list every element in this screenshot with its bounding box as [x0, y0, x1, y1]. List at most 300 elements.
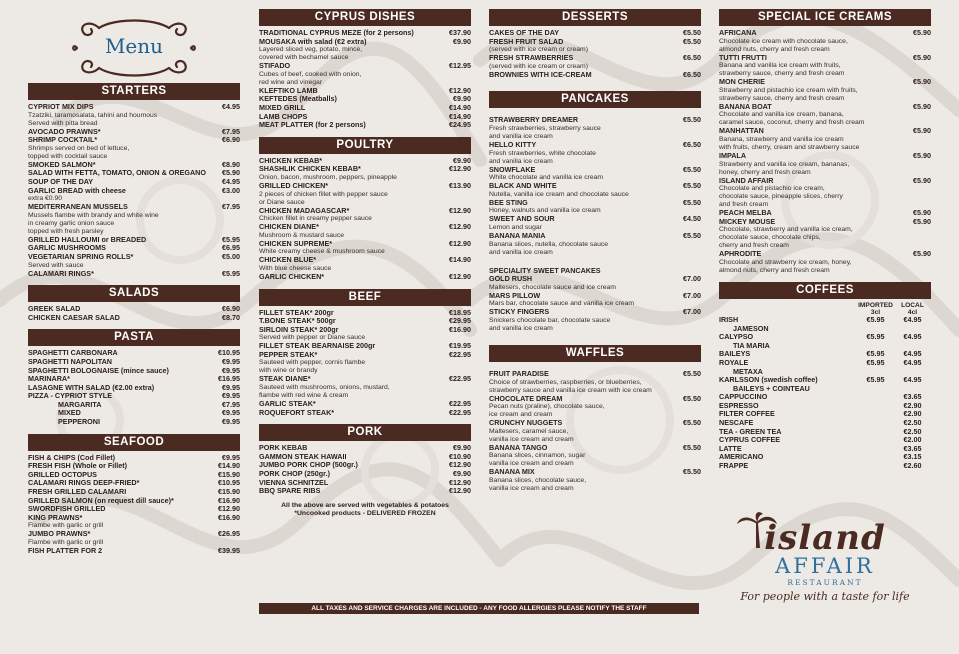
menu-item-price: €7.95 — [222, 126, 240, 136]
menu-item-price: €5.50 — [683, 418, 701, 428]
menu-item-name: SPAGHETTI BOLOGNAISE (mince sauce) — [28, 365, 169, 375]
coffee-item-name: FILTER COFFEE — [719, 409, 775, 419]
coffee-imported-price: €5.95 — [866, 357, 885, 367]
menu-item — [28, 530, 240, 539]
item-description: and vanilla ice cream — [489, 324, 553, 332]
item-description: honey, cherry and fresh cream — [719, 168, 811, 176]
menu-item — [719, 78, 931, 87]
menu-item-price: €3.00 — [222, 185, 240, 195]
menu-item-price: €7.95 — [222, 399, 240, 409]
menu-item-price: €5.50 — [683, 197, 701, 207]
coffee-local-price: €4.95 — [903, 349, 922, 359]
menu-item-name: BANANA MANIA — [489, 230, 546, 240]
column-3 — [489, 6, 701, 493]
menu-item — [719, 152, 931, 161]
menu-item-name: CALAMARI RINGS* — [28, 268, 94, 278]
item-description: Fresh strawberries, strawberry sauce — [489, 124, 601, 132]
menu-item-price: €22.95 — [449, 349, 471, 359]
coffee-imported-price — [857, 428, 894, 437]
item-description: chocolate sauce, pineapple slices, cherry — [719, 193, 843, 201]
menu-item-price: €14.90 — [449, 111, 471, 121]
menu-item-price: €9.95 — [222, 356, 240, 366]
menu-item-price: €22.95 — [449, 407, 471, 417]
salads-header: SALADS — [28, 285, 240, 302]
coffee-imported-price: €5.95 — [866, 314, 885, 324]
menu-item-name: CHICKEN DIANE* — [259, 222, 319, 232]
menu-item — [489, 215, 701, 224]
menu-item-price: €10.90 — [449, 451, 471, 461]
item-description: ice cream and cream — [489, 411, 553, 419]
item-description: almond nuts, cherry and fresh cream — [719, 45, 830, 53]
menu-item-name: HELLO KITTY — [489, 139, 537, 149]
menu-item-price: €6.50 — [683, 139, 701, 149]
menu-item-name: VEGETARIAN SPRING ROLLS* — [28, 251, 134, 261]
coffee-local-price: €2.50 — [903, 426, 922, 436]
menu-item-name: SMOKED SALMON* — [28, 159, 96, 169]
menu-item-name: LASAGNE WITH SALAD (€2.00 extra) — [28, 382, 155, 392]
menu-item-name: FRUIT PARADISE — [489, 368, 549, 378]
menu-item — [489, 308, 701, 317]
menu-item-name: JUMBO PORK CHOP (500gr.) — [259, 460, 358, 470]
menu-item-price: €14.90 — [449, 102, 471, 112]
menu-item-name: GARLIC BREAD with cheese — [28, 185, 126, 195]
menu-item-name: SNOWFLAKE — [489, 164, 536, 174]
item-description: Pecan nuts (praline), chocolate sauce, — [489, 403, 605, 411]
coffee-local-price: €3.15 — [903, 452, 922, 462]
menu-item-name: GARLIC CHICKEN* — [259, 271, 325, 281]
item-description: Chicken fillet in creamy pepper sauce — [259, 215, 372, 223]
coffee-imported-price — [857, 453, 894, 462]
item-description: Lemon and sugar — [489, 223, 542, 231]
coffee-local-price: €4.95 — [903, 332, 922, 342]
menu-item-name: CALAMARI RINGS DEEP-FRIED* — [28, 478, 140, 488]
item-description: Nutella, vanilla ice cream and chocolate sauce — [489, 190, 629, 198]
item-description: Chocolate and pistachio ice cream, — [719, 185, 825, 193]
coffee-imported-price — [857, 419, 894, 428]
menu-item-name: BANANA MIX — [489, 467, 535, 477]
menu-item-price: €16.90 — [449, 324, 471, 334]
menu-item-price: €6.90 — [222, 135, 240, 145]
coffee-local-price: €4.95 — [903, 314, 922, 324]
menu-item-price: €9.95 — [222, 391, 240, 401]
item-description: vanilla ice cream and cream — [489, 484, 574, 492]
menu-item-price: €5.50 — [683, 28, 701, 37]
coffee-local-price: €4.95 — [903, 375, 922, 385]
menu-item-price: €6.95 — [222, 243, 240, 253]
menu-item-name: FRESH FRUIT SALAD — [489, 36, 564, 46]
beef-list — [259, 309, 471, 418]
menu-item-price: €5.95 — [222, 234, 240, 244]
menu-item-price: €16.90 — [218, 512, 240, 522]
item-description: Honey, walnuts and vanilla ice cream — [489, 207, 601, 215]
coffee-item-name: CAPPUCCINO — [719, 392, 768, 402]
menu-item-name: GRILLED SALMON (on request dill sauce)* — [28, 495, 174, 505]
menu-item-name: GRILLED OCTOPUS — [28, 469, 97, 479]
speciality-pancakes-list — [489, 275, 701, 333]
menu-item — [259, 487, 471, 496]
menu-item-name: GRILLED HALLOUMI or BREADED — [28, 234, 147, 244]
menu-item-name: MIXED — [58, 408, 81, 418]
menu-item — [259, 38, 471, 47]
menu-item — [28, 270, 240, 279]
menu-item-price: €12.90 — [449, 164, 471, 174]
coffee-item-name: LATTE — [719, 443, 742, 453]
coffee-local-price: €2.60 — [903, 461, 922, 471]
menu-item-name: MON CHERIE — [719, 77, 765, 87]
item-description: extra €0.90 — [28, 195, 63, 203]
item-description: Chocolate, strawberry and vanilla ice cream, — [719, 226, 853, 234]
palm-tree-icon — [737, 512, 777, 548]
coffee-local-price: €2.90 — [903, 400, 922, 410]
item-description: covered with bechamel sauce — [259, 54, 349, 62]
item-description: Served with sauce — [28, 261, 84, 269]
coffee-imported-price — [857, 385, 894, 394]
menu-item-price: €5.90 — [913, 77, 931, 87]
coffee-local-price: €3.65 — [903, 443, 922, 453]
menu-item-name: SWEET AND SOUR — [489, 214, 555, 224]
coffee-imported-price — [857, 402, 894, 411]
logo-island-word: island — [764, 518, 886, 558]
menu-item-price: €5.95 — [222, 268, 240, 278]
menu-item — [259, 207, 471, 216]
menu-item-name: GAMMON STEAK HAWAII — [259, 451, 347, 461]
item-description: Choice of strawberries, raspberries, or blueberries, — [489, 378, 642, 386]
menu-item-price: €9.90 — [453, 36, 471, 46]
menu-item-name: TRADITIONAL CYPRUS MEZE (for 2 persons) — [259, 28, 414, 37]
coffee-imported-price — [857, 462, 894, 471]
menu-item-price: €9.95 — [222, 382, 240, 392]
item-description: in creamy garlic onion sauce — [28, 219, 115, 227]
item-description: Fresh strawberries, white chocolate — [489, 149, 596, 157]
menu-item-name: PORK CHOP (250gr.) — [259, 469, 330, 479]
menu-item-name: MEAT PLATTER (for 2 persons) — [259, 120, 366, 130]
pancakes-header: PANCAKES — [489, 91, 701, 108]
logo-tagline: For people with a taste for life — [740, 590, 910, 603]
menu-item-name: AVOCADO PRAWNS* — [28, 126, 101, 136]
item-description: With blue cheese sauce — [259, 264, 332, 272]
menu-item-price: €9.95 — [222, 452, 240, 462]
item-description: Chocolate ice cream with chocolate sauce, — [719, 37, 848, 45]
coffee-item-name: CYPRUS COFFEE — [719, 435, 781, 445]
coffee-item-name: FRAPPE — [719, 461, 749, 471]
ice-creams-list — [719, 29, 931, 275]
menu-item-price: €12.90 — [449, 477, 471, 487]
menu-item — [489, 444, 701, 453]
poultry-list — [259, 157, 471, 282]
menu-item — [489, 166, 701, 175]
starters-header: STARTERS — [28, 83, 240, 100]
seafood-list — [28, 454, 240, 556]
item-description: White creamy cheese & mushroom sauce — [259, 248, 385, 256]
menu-item — [719, 127, 931, 136]
menu-item-name: CHICKEN MADAGASCAR* — [259, 205, 350, 215]
menu-item-price: €12.90 — [218, 504, 240, 514]
menu-item-price: €7.00 — [683, 307, 701, 317]
pasta-list — [28, 349, 240, 426]
menu-item — [259, 375, 471, 384]
item-description: (served with ice cream or cream) — [489, 62, 588, 70]
menu-item-name: CHICKEN BLUE* — [259, 255, 317, 265]
menu-item-name: FILLET STEAK BEARNAISE 200gr — [259, 341, 376, 351]
menu-item-price: €37.90 — [449, 28, 471, 37]
coffee-item-name: NESCAFE — [719, 418, 754, 428]
coffees-list — [719, 316, 931, 471]
item-description: with wine or brandy — [259, 367, 318, 375]
menu-item-price: €9.90 — [453, 443, 471, 453]
menu-item-name: MIXED GRILL — [259, 102, 306, 112]
item-description: Strawberry and pistachio ice cream with fruits, — [719, 86, 858, 94]
menu-item-name: STIFADO — [259, 61, 291, 71]
menu-item-price: €26.95 — [218, 529, 240, 539]
item-description: Layered sliced veg, potato, mince, — [259, 46, 363, 54]
menu-item — [489, 54, 701, 63]
item-description: almond nuts, cherry and fresh cream — [719, 266, 830, 274]
item-description: Banana slices, nutella, chocolate sauce — [489, 240, 609, 248]
served-with-note: All the above are served with vegetables & potatoes — [281, 501, 449, 509]
menu-item-price: €12.90 — [449, 271, 471, 281]
menu-item-name: CAKES OF THE DAY — [489, 28, 560, 37]
pancakes-list — [489, 116, 701, 256]
menu-item-name: ROQUEFORT STEAK* — [259, 407, 335, 417]
menu-item-price: €5.90 — [913, 208, 931, 218]
menu-item-name: MICKEY MOUSE — [719, 216, 776, 226]
menu-item-name: JUMBO PRAWNS* — [28, 529, 91, 539]
poultry-header: POULTRY — [259, 137, 471, 154]
item-description: Sauteed with pepper, cornis flambe — [259, 359, 366, 367]
menu-item — [259, 409, 471, 418]
menu-item-name: SHASHLIK CHICKEN KEBAB* — [259, 164, 361, 174]
item-description: Chocolate and strawberry ice cream, honey, — [719, 258, 852, 266]
menu-item-name: BEE STING — [489, 197, 528, 207]
menu-item-name: STEAK DIANE* — [259, 374, 311, 384]
coffee-item — [719, 342, 931, 351]
coffee-imported-price — [857, 436, 894, 445]
frozen-note: *Uncooked products - DELIVERED FROZEN — [294, 509, 436, 517]
item-description: 2 pieces of chicken fillet with pepper sauce — [259, 190, 388, 198]
item-description: chocolate sauce, chocolate chips, — [719, 234, 821, 242]
menu-item — [489, 370, 701, 379]
menu-item — [489, 141, 701, 150]
menu-item-name: SHRIMP COCKTAIL* — [28, 135, 98, 145]
menu-item-name: T.BONE STEAK* 500gr — [259, 316, 336, 326]
seafood-header: SEAFOOD — [28, 434, 240, 451]
footer-notice: ALL TAXES AND SERVICE CHARGES ARE INCLUDED - ANY FOOD ALLERGIES PLEASE NOTIFY THE STAFF — [259, 603, 699, 614]
menu-item-price: €12.90 — [449, 238, 471, 248]
menu-item — [489, 395, 701, 404]
menu-item-price: €5.90 — [913, 52, 931, 62]
menu-item-name: CYPRIOT MIX DIPS — [28, 102, 94, 111]
desserts-list — [489, 29, 701, 79]
beef-header: BEEF — [259, 289, 471, 306]
menu-item-price: €5.90 — [913, 126, 931, 136]
pasta-header: PASTA — [28, 329, 240, 346]
menu-item-price: €14.90 — [218, 461, 240, 471]
menu-item — [489, 468, 701, 477]
item-description: Onion, bacon, mushroom, peppers, pineapple — [259, 173, 397, 181]
column-1 — [28, 10, 240, 556]
menu-item-price: €5.90 — [913, 175, 931, 185]
menu-item — [489, 116, 701, 125]
item-description: Flambe with garlic or grill — [28, 539, 104, 546]
menu-item-name: KING PRAWNS* — [28, 512, 83, 522]
coffee-item — [719, 436, 931, 445]
menu-item-price: €5.50 — [683, 393, 701, 403]
menu-item-name: FRESH FISH (Whole or Fillet) — [28, 461, 128, 471]
menu-item — [719, 177, 931, 186]
menu-item-name: SOUP OF THE DAY — [28, 176, 94, 186]
menu-item-price: €5.90 — [913, 249, 931, 259]
coffee-item-name: JAMESON — [733, 323, 769, 333]
menu-item-price: €4.95 — [222, 102, 240, 111]
menu-item-price: €13.90 — [449, 180, 471, 190]
item-description: vanilla ice cream and cream — [489, 435, 574, 443]
menu-item-name: GRILLED CHICKEN* — [259, 180, 329, 190]
menu-item-name: PIZZA - CYPRIOT STYLE — [28, 391, 112, 401]
item-description: flambe with red wine & cream — [259, 392, 349, 400]
menu-item — [489, 232, 701, 241]
item-description: and vanilla ice cream — [489, 132, 553, 140]
menu-item-price: €5.50 — [683, 181, 701, 191]
item-description: Maltesers, caramel sauce, — [489, 427, 569, 435]
menu-item — [259, 326, 471, 335]
item-description: Shrimps served on bed of lettuce, — [28, 144, 130, 152]
menu-item-name: FISH & CHIPS (Cod Fillet) — [28, 452, 116, 462]
coffee-item-name: CALYPSO — [719, 332, 754, 342]
item-description: Banana slices, chocolate sauce, — [489, 476, 587, 484]
coffees-header: COFFEES — [719, 282, 931, 299]
speciality-pancakes-title: SPECIALITY SWEET PANCAKES — [489, 265, 601, 275]
item-description: Banana slices, cinnamon, sugar — [489, 452, 586, 460]
menu-item-name: BBQ SPARE RIBS — [259, 486, 321, 496]
pork-header: PORK — [259, 424, 471, 441]
coffee-item-name: TEA - GREEN TEA — [719, 426, 782, 436]
menu-item-name: SIRLOIN STEAK* 200gr — [259, 324, 339, 334]
menu-item-price: €6.90 — [222, 304, 240, 314]
menu-item-price: €9.90 — [453, 155, 471, 165]
item-description: strawberry sauce, cherry and fresh cream — [719, 94, 845, 102]
menu-item-price: €8.70 — [222, 312, 240, 322]
coffee-local-price: €4.95 — [903, 357, 922, 367]
menu-item-name: GREEK SALAD — [28, 304, 81, 314]
menu-item-name: MARS PILLOW — [489, 290, 541, 300]
menu-item — [489, 419, 701, 428]
menu-item — [489, 292, 701, 301]
menu-item-name: IMPALA — [719, 150, 747, 160]
menu-item — [259, 62, 471, 71]
menu-item — [28, 547, 240, 556]
menu-item-name: LAMB CHOPS — [259, 111, 308, 121]
menu-item-name: PEPPERONI — [58, 417, 100, 427]
menu-item-price: €22.95 — [449, 374, 471, 384]
menu-item-name: MARINARA* — [28, 374, 70, 384]
menu-item — [719, 29, 931, 38]
menu-item-name: STICKY FINGERS — [489, 307, 550, 317]
menu-item-name: BANANA TANGO — [489, 442, 548, 452]
menu-item-price: €12.90 — [449, 486, 471, 496]
menu-item-price: €5.50 — [683, 467, 701, 477]
column-4 — [719, 6, 931, 471]
menu-item — [259, 351, 471, 360]
item-description: and fresh cream — [719, 201, 769, 209]
menu-item-price: €22.95 — [449, 399, 471, 409]
menu-item — [28, 203, 240, 212]
menu-item-price: €10.95 — [218, 348, 240, 358]
item-description: Served with pitta bread — [28, 119, 98, 127]
menu-item-name: MOUSAKA with salad (€2 extra) — [259, 36, 367, 46]
menu-item-name: CHOCOLATE DREAM — [489, 393, 563, 403]
menu-item-name: FRESH GRILLED CALAMARI — [28, 487, 127, 497]
coffee-item-name: TIA MARIA — [733, 340, 770, 350]
waffles-header: WAFFLES — [489, 345, 701, 362]
menu-item-name: FILLET STEAK* 200gr — [259, 307, 334, 317]
coffee-item-name: BAILEYS — [719, 349, 751, 359]
local-column-header: LOCAL 4cl — [901, 301, 924, 316]
menu-item-name: FRESH STRAWBERRIES — [489, 53, 574, 63]
item-description: cherry and fresh cream — [719, 242, 789, 250]
menu-item-price: €9.95 — [222, 408, 240, 418]
coffee-item-name: ROYALE — [719, 357, 749, 367]
menu-item-price: €9.95 — [222, 365, 240, 375]
item-description: or Diane sauce — [259, 198, 305, 206]
menu-item — [259, 223, 471, 232]
menu-item-name: PEPPER STEAK* — [259, 349, 318, 359]
menu-item — [259, 182, 471, 191]
menu-item-price: €16.90 — [218, 495, 240, 505]
item-description: White chocolate and vanilla ice cream — [489, 174, 604, 182]
menu-item-price: €5.50 — [683, 230, 701, 240]
coffee-local-price: €2.90 — [903, 409, 922, 419]
item-description: strawberry sauce and vanilla ice cream with ice cream — [489, 386, 652, 394]
menu-item-price: €5.50 — [683, 36, 701, 46]
menu-item-name: SPAGHETTI NAPOLITAN — [28, 356, 112, 366]
menu-item — [489, 71, 701, 80]
menu-item-price: €29.95 — [449, 316, 471, 326]
menu-item-price: €9.90 — [453, 469, 471, 479]
item-description: Mushroom & mustard sauce — [259, 231, 344, 239]
coffee-local-price: €2.50 — [903, 418, 922, 428]
menu-item — [489, 182, 701, 191]
item-description: Strawberry and vanilla ice cream, bananas, — [719, 160, 850, 168]
waffles-list — [489, 370, 701, 493]
coffee-item-name: KARLSSON (swedish coffee) — [719, 375, 818, 385]
menu-item — [719, 54, 931, 63]
menu-item-price: €5.50 — [683, 368, 701, 378]
menu-item-name: CHICKEN CAESAR SALAD — [28, 312, 120, 322]
coffee-imported-price: €5.95 — [866, 375, 885, 385]
menu-item-name: AFRICANA — [719, 28, 757, 37]
coffee-imported-price — [857, 445, 894, 454]
menu-item — [28, 514, 240, 523]
menu-item-price: €5.90 — [913, 150, 931, 160]
coffee-item-name: METAXA — [733, 366, 763, 376]
menu-item-price: €14.90 — [449, 255, 471, 265]
coffee-imported-price: €5.95 — [866, 332, 885, 342]
menu-item-name: CHICKEN KEBAB* — [259, 155, 323, 165]
coffee-local-price: €3.65 — [903, 392, 922, 402]
menu-item-price: €18.95 — [449, 307, 471, 317]
menu-item-price: €10.95 — [218, 478, 240, 488]
item-description: Mussels flambe with brandy and white wine — [28, 211, 159, 219]
menu-item — [28, 253, 240, 262]
item-description: Banana, strawberry and vanilla ice cream — [719, 135, 844, 143]
menu-item-name: STRAWBERRY DREAMER — [489, 115, 579, 125]
menu-item-name: MEDITERRANEAN MUSSELS — [28, 202, 128, 212]
menu-item-price: €5.90 — [913, 216, 931, 226]
menu-title: Menu — [104, 34, 164, 58]
menu-item-name: PEACH MELBA — [719, 208, 772, 218]
item-description: vanilla ice cream and cream — [489, 460, 574, 468]
menu-item-price: €9.90 — [453, 94, 471, 104]
